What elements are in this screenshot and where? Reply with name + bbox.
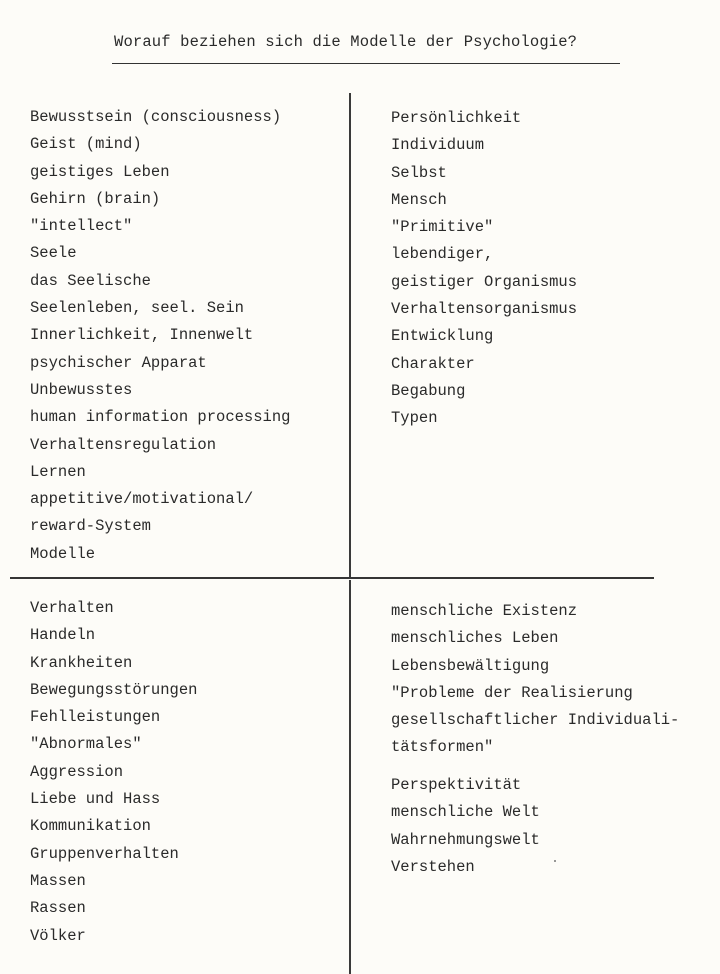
list-item: Charakter bbox=[391, 354, 475, 373]
list-item: Verhalten bbox=[30, 599, 114, 617]
list-item: menschliche Welt bbox=[391, 803, 540, 822]
list-item: Kommunikation bbox=[30, 817, 151, 836]
list-item: Gehirn (brain) bbox=[30, 189, 161, 208]
list-item: Verstehen bbox=[391, 857, 475, 876]
list-item: gesellschaftlicher Individuali- bbox=[391, 711, 680, 730]
list-item: Gruppenverhalten bbox=[30, 844, 179, 863]
list-item: human information processing bbox=[30, 408, 291, 427]
list-item: Typen bbox=[391, 409, 438, 428]
list-item: Modelle bbox=[30, 544, 96, 563]
list-item: Rassen bbox=[30, 899, 86, 918]
list-item: Lebensbewältigung bbox=[391, 656, 550, 675]
list-item: lebendiger, bbox=[391, 245, 494, 264]
list-item: Bewusstsein (consciousness) bbox=[30, 108, 282, 126]
list-item: Massen bbox=[30, 871, 86, 890]
list-item: Bewegungsstörungen bbox=[30, 680, 198, 699]
list-item: "Abnormales" bbox=[30, 735, 142, 754]
list-item: Seele bbox=[30, 244, 77, 263]
list-item: geistiges Leben bbox=[30, 162, 170, 181]
quadrant-top-right bbox=[391, 105, 577, 433]
list-item: Krankheiten bbox=[30, 653, 133, 672]
list-item: "Primitive" bbox=[391, 218, 494, 237]
list-item: Handeln bbox=[30, 626, 96, 645]
list-item: Perspektivität bbox=[391, 776, 522, 794]
list-item: Innerlichkeit, Innenwelt bbox=[30, 326, 254, 345]
list-item: Seelenleben, seel. Sein bbox=[30, 299, 244, 318]
vertical-divider-top bbox=[349, 93, 351, 577]
list-item: Persönlichkeit bbox=[391, 109, 522, 127]
list-item: das Seelische bbox=[30, 271, 151, 290]
paper-speck bbox=[554, 860, 556, 862]
list-item: Wahrnehmungswelt bbox=[391, 830, 540, 849]
list-item: Selbst bbox=[391, 163, 447, 182]
list-item: reward-System bbox=[30, 517, 151, 536]
list-item: geistiger Organismus bbox=[391, 272, 578, 291]
page-title: Worauf beziehen sich die Modelle der Psychologie? bbox=[114, 33, 578, 51]
list-item: menschliches Leben bbox=[391, 629, 559, 648]
title-underline bbox=[112, 63, 620, 64]
list-item: Fehlleistungen bbox=[30, 708, 161, 727]
list-item: Liebe und Hass bbox=[30, 790, 161, 809]
list-item: Mensch bbox=[391, 190, 447, 209]
list-item: Lernen bbox=[30, 462, 86, 481]
quadrant-bottom-right-group-1 bbox=[391, 598, 679, 762]
list-item: Verhaltensorganismus bbox=[391, 300, 578, 319]
list-item: Individuum bbox=[391, 136, 485, 155]
list-item: Unbewusstes bbox=[30, 380, 133, 399]
list-item: Begabung bbox=[391, 381, 466, 400]
list-item: Geist (mind) bbox=[30, 135, 142, 154]
list-item: Entwicklung bbox=[391, 327, 494, 346]
list-item: psychischer Apparat bbox=[30, 353, 207, 372]
quadrant-bottom-right-group-2 bbox=[391, 772, 540, 881]
quadrant-top-left bbox=[30, 104, 290, 568]
list-item: menschliche Existenz bbox=[391, 602, 578, 620]
list-item: Völker bbox=[30, 926, 86, 945]
quadrant-bottom-left bbox=[30, 595, 197, 950]
list-item: "intellect" bbox=[30, 217, 133, 236]
horizontal-divider bbox=[10, 577, 654, 579]
list-item: tätsformen" bbox=[391, 738, 494, 757]
list-item: appetitive/motivational/ bbox=[30, 490, 254, 509]
vertical-divider-bottom bbox=[349, 580, 351, 974]
list-item: "Probleme der Realisierung bbox=[391, 683, 633, 702]
list-item: Verhaltensregulation bbox=[30, 435, 217, 454]
list-item: Aggression bbox=[30, 762, 124, 781]
